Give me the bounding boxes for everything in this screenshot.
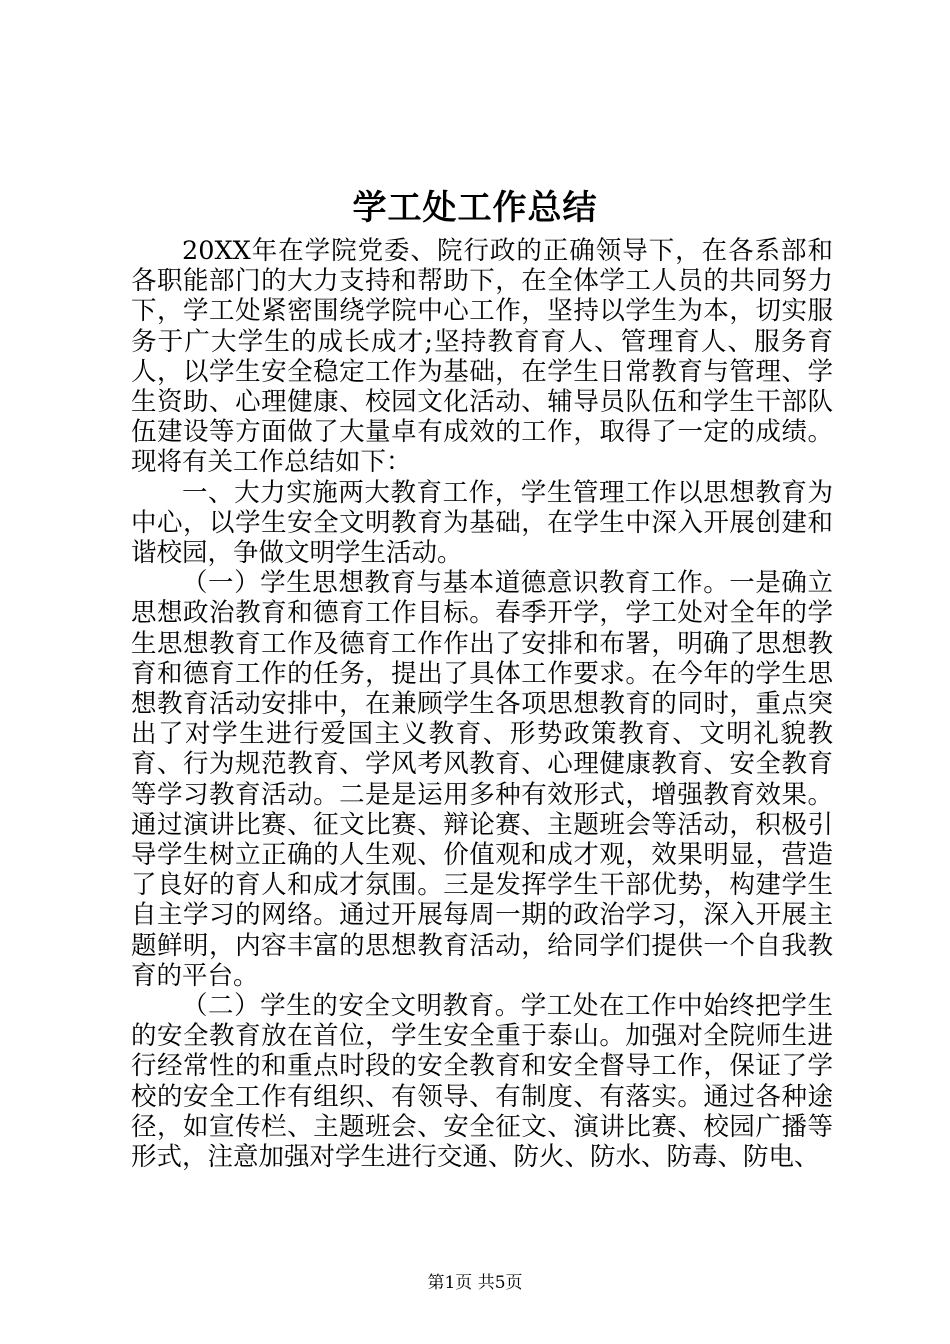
paragraph-intro: 20XX年在学院党委、院行政的正确领导下，在各系部和各职能部门的大力支持和帮助下，在全体学工人员的共同努力下，学工处紧密围绕学院中心工作，坚持以学生为本，切实服务于广大学生的成长成才;坚持教育育人、管理育人、服务育人，以学生安全稳定工作为基础，在学生日常教育与管理、学生资助、心理健康、校园文化活动、辅导员队伍和学生干部队伍建设等方面做了大量卓有成效的工作，取得了一定的成绩。现将有关工作总结如下：	[131, 236, 833, 478]
paragraph-subsection-2: （二）学生的安全文明教育。学工处在工作中始终把学生的安全教育放在首位，学生安全重于泰山。加强对全院师生进行经常性的和重点时段的安全教育和安全督导工作，保证了学校的安全工作有组织、有领导、有制度、有落实。通过各种途径，如宣传栏、主题班会、安全征文、演讲比赛、校园广播等形式，注意加强对学生进行交通、防火、防水、防毒、防电、	[131, 991, 833, 1173]
paragraph-subsection-1: （一）学生思想教育与基本道德意识教育工作。一是确立思想政治教育和德育工作目标。春季开学，学工处对全年的学生思想教育工作及德育工作作出了安排和布署，明确了思想教育和德育工作的任务，提出了具体工作要求。在今年的学生思想教育活动安排中，在兼顾学生各项思想教育的同时，重点突出了对学生进行爱国主义教育、形势政策教育、文明礼貌教育、行为规范教育、学风考风教育、心理健康教育、安全教育等学习教育活动。二是是运用多种有效形式，增强教育效果。通过演讲比赛、征文比赛、辩论赛、主题班会等活动，积极引导学生树立正确的人生观、价值观和成才观，效果明显，营造了良好的育人和成才氛围。三是发挥学生干部优势，构建学生自主学习的网络。通过开展每周一期的政治学习，深入开展主题鲜明，内容丰富的思想教育活动，给同学们提供一个自我教育的平台。	[131, 568, 833, 991]
document-title: 学工处工作总结	[352, 188, 598, 228]
page-footer: 第1页 共5页	[427, 1273, 523, 1293]
paragraph-section-1: 一、大力实施两大教育工作，学生管理工作以思想教育为中心，以学生安全文明教育为基础，在学生中深入开展创建和谐校园，争做文明学生活动。	[131, 477, 833, 569]
document-body	[131, 236, 833, 1172]
